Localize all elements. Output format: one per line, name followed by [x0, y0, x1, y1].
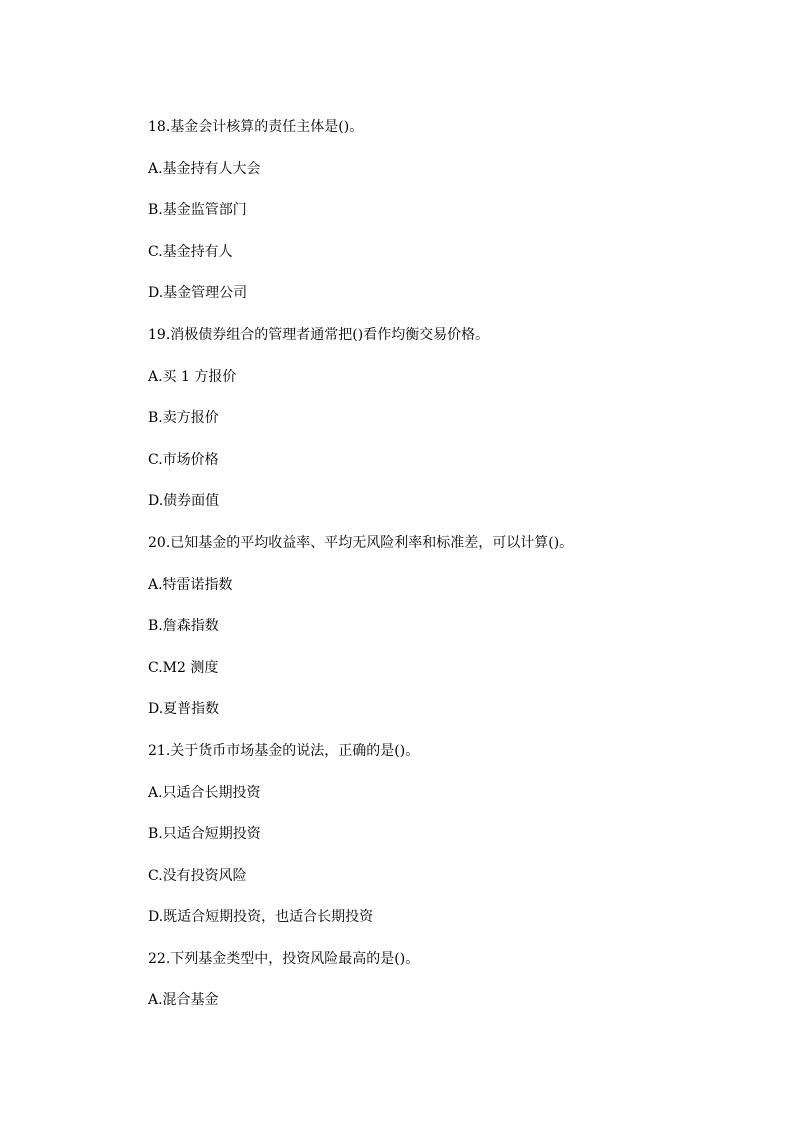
question-21-option-d: D.既适合短期投资，也适合长期投资: [148, 909, 374, 926]
question-19: 19.消极债券组合的管理者通常把()看作均衡交易价格。: [148, 326, 490, 343]
question-19-option-b: B.卖方报价: [148, 410, 219, 427]
question-19-option-a: A.买 1 方报价: [148, 368, 237, 385]
question-19-option-d: D.债券面值: [148, 493, 220, 510]
question-18-option-a: A.基金持有人大会: [148, 160, 261, 177]
question-18-option-c: C.基金持有人: [148, 243, 233, 260]
question-20: 20.已知基金的平均收益率、平均无风险利率和标准差，可以计算()。: [148, 534, 574, 551]
question-21-option-c: C.没有投资风险: [148, 867, 247, 884]
question-19-option-c: C.市场价格: [148, 451, 219, 468]
question-20-option-c: C.M2 测度: [148, 659, 219, 676]
question-20-option-b: B.詹森指数: [148, 618, 219, 635]
question-18: 18.基金会计核算的责任主体是()。: [148, 119, 364, 135]
question-21-option-a: A.只适合长期投资: [148, 784, 261, 801]
question-18-option-d: D.基金管理公司: [148, 285, 248, 302]
question-21-option-b: B.只适合短期投资: [148, 826, 261, 843]
question-18-option-b: B.基金监管部门: [148, 202, 247, 219]
question-22-option-a: A.混合基金: [148, 992, 219, 1009]
question-21: 21.关于货币市场基金的说法，正确的是()。: [148, 742, 420, 759]
question-20-option-d: D.夏普指数: [148, 701, 220, 718]
question-22: 22.下列基金类型中，投资风险最高的是()。: [148, 950, 420, 967]
question-20-option-a: A.特雷诺指数: [148, 576, 233, 593]
